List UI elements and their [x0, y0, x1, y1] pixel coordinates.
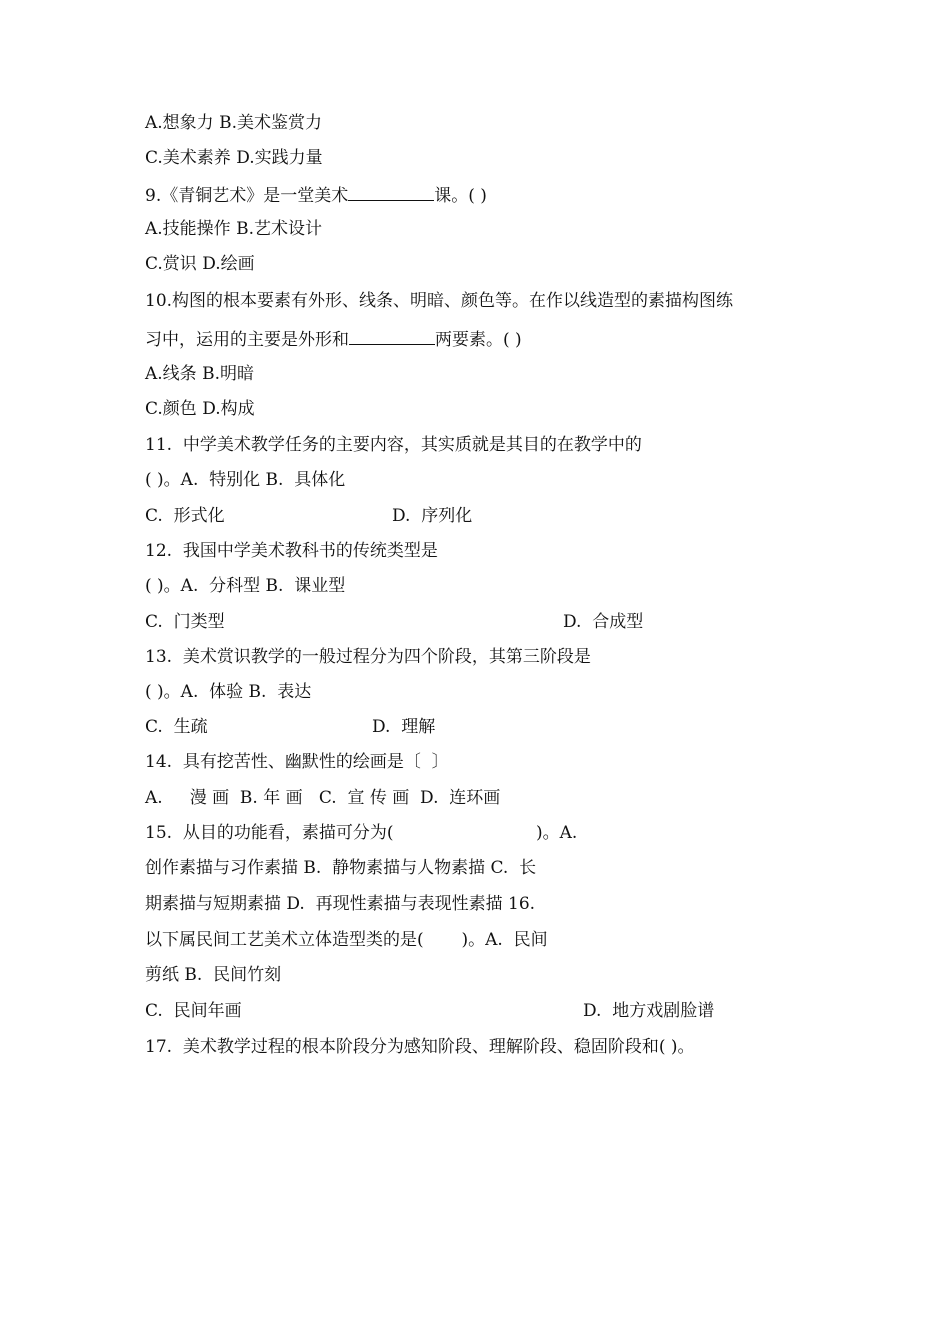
question-text: 课。( ) [434, 186, 487, 206]
question-14: 14. 具有挖苦性、幽默性的绘画是〔 〕 [145, 752, 449, 772]
options-line: 剪纸 B. 民间竹刻 [145, 965, 282, 985]
options-line: 期素描与短期素描 D. 再现性素描与表现性素描 16. [145, 894, 536, 914]
options-line: 创作素描与习作素描 B. 静物素描与人物素描 C. 长 [145, 858, 537, 878]
question-text: 两要素。( ) [435, 330, 522, 350]
question-12: 12. 我国中学美术教科书的传统类型是 [145, 541, 438, 561]
options-line: ( )。A. 体验 B. 表达 [145, 682, 312, 702]
option-c: C. 形式化 [145, 506, 225, 526]
question-11: 11. 中学美术教学任务的主要内容，其实质就是其目的在教学中的 [145, 435, 642, 455]
question-15: 15. 从目的功能看，素描可分为( [145, 823, 394, 843]
question-13: 13. 美术赏识教学的一般过程分为四个阶段，其第三阶段是 [145, 647, 591, 667]
question-10: 10.构图的根本要素有外形、线条、明暗、颜色等。在作以线造型的素描构图练 [145, 291, 734, 311]
option-d: D. 序列化 [392, 506, 473, 526]
options-line: A.技能操作 B.艺术设计 [145, 219, 322, 239]
option-d: D. 合成型 [563, 612, 644, 632]
question-text: 9.《青铜艺术》是一堂美术 [145, 186, 349, 206]
question-9 [145, 182, 487, 207]
question-text: 习中，运用的主要是外形和 [145, 330, 349, 350]
question-10-cont [145, 326, 522, 351]
option-d: D. 地方戏剧脸谱 [583, 1001, 715, 1021]
options-line: A. 漫 画 B. 年 画 C. 宣 传 画 D. 连环画 [145, 788, 501, 808]
options-line: ( )。A. 分科型 B. 课业型 [145, 576, 346, 596]
question-16: 以下属民间工艺美术立体造型类的是( )。A. 民间 [145, 930, 548, 950]
options-line: A.线条 B.明暗 [145, 364, 254, 384]
option-c: C. 门类型 [145, 612, 225, 632]
options-line: C.赏识 D.绘画 [145, 254, 255, 274]
options-line: C.美术素养 D.实践力量 [145, 148, 323, 168]
option-d: D. 理解 [372, 717, 436, 737]
question-17: 17. 美术教学过程的根本阶段分为感知阶段、理解阶段、稳固阶段和( )。 [145, 1037, 695, 1057]
option-c: C. 生疏 [145, 717, 208, 737]
fill-blank [348, 182, 434, 201]
question-15-end: )。A. [536, 823, 578, 843]
options-line: C.颜色 D.构成 [145, 399, 255, 419]
options-line: A.想象力 B.美术鉴赏力 [145, 113, 322, 133]
option-c: C. 民间年画 [145, 1001, 242, 1021]
options-line: ( )。A. 特别化 B. 具体化 [145, 470, 346, 490]
fill-blank [349, 326, 435, 345]
